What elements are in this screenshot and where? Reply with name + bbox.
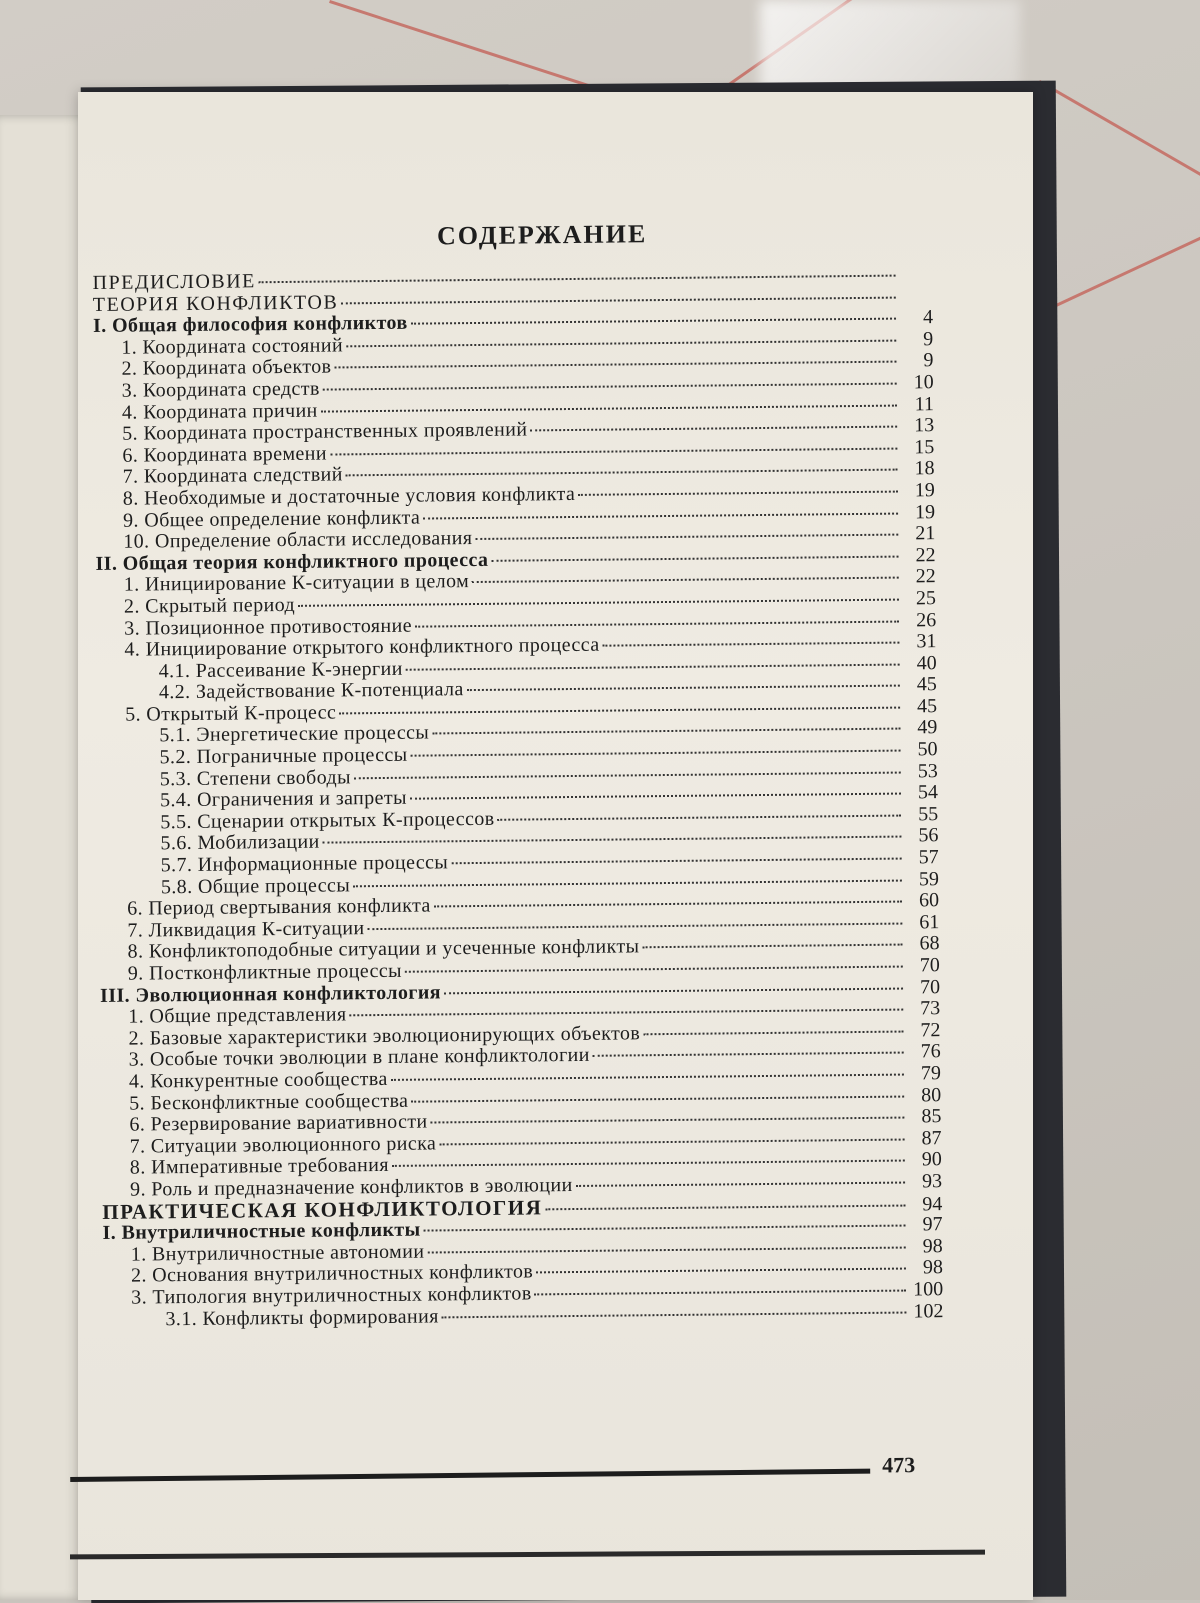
toc-leader-dots [602,632,899,647]
toc-entry-label: 9. Постконфликтные процессы [128,961,402,985]
toc-entry-label: 4.2. Задействование К-потенциала [159,679,464,704]
toc-entry-page: 9 [899,351,933,373]
toc-entry-label: 5. Открытый К-процесс [125,702,336,726]
toc-entry-label: 4. Конкурентные сообщества [129,1069,388,1093]
toc-leader-dots [578,481,898,496]
toc-entry-page: 10 [900,372,934,394]
toc-entry-label: 1. Координата состояний [121,335,343,359]
toc-list [93,264,944,1331]
toc-entry-page: 9 [899,329,933,351]
toc-entry-page: 18 [900,459,934,481]
toc-entry-label: 5.3. Степени свободы [160,767,351,791]
toc-entry-page: 56 [904,826,938,848]
toc-entry-page: 70 [906,977,940,999]
toc-entry-label: 5.2. Пограничные процессы [159,745,407,769]
toc-entry-label: 6. Период свертывания конфликта [127,896,431,921]
toc-leader-dots [259,265,896,284]
toc-entry-label: 3.1. Конфликты формирования [165,1306,439,1330]
toc-entry-page: 26 [902,610,936,632]
toc-leader-dots [576,1171,906,1186]
toc-entry-page: 11 [900,394,934,416]
toc-entry-label: 4.1. Рассеивание К-энергии [159,658,403,682]
toc-entry-page: 80 [907,1085,941,1107]
footer-rule [70,1469,870,1482]
toc-entry-label: 6. Координата времени [122,443,327,467]
toc-entry-page: 25 [902,588,936,610]
toc-entry-label: 1. Внутриличностные автономии [131,1241,425,1266]
toc-entry-page: 40 [903,653,937,675]
toc-entry-page: 22 [902,566,936,588]
table-of-contents [92,216,944,1331]
toc-entry-page: 76 [907,1042,941,1064]
toc-entry-page: 45 [903,696,937,718]
toc-entry-label: 3. Координата средств [122,379,320,403]
toc-entry-page: 79 [907,1063,941,1085]
toc-entry-page: 87 [908,1128,942,1150]
toc-entry-page: 93 [908,1171,942,1193]
toc-entry-label: 4. Координата причин [122,400,318,424]
toc-entry-label: 2. Скрытый период [124,595,295,618]
toc-entry-page: 98 [909,1236,943,1258]
toc-entry-label: 8. Конфликтоподобные ситуации и усеченные конфликты [128,937,640,964]
toc-entry-label: 5. Координата пространственных проявлений [122,420,527,446]
toc-entry-page: 73 [906,998,940,1020]
toc-entry-label: ПРЕДИСЛОВИЕ [93,271,256,294]
toc-entry-page: 68 [905,934,939,956]
toc-entry-label: 5.5. Сценарии открытых К-процессов [160,809,495,834]
toc-entry-page: 4 [899,307,933,329]
page-title: СОДЕРЖАНИЕ [92,216,932,255]
toc-entry-page: 57 [905,847,939,869]
toc-entry-page: 19 [901,480,935,502]
toc-entry-label: 2. Основания внутриличностных конфликтов [131,1262,533,1288]
toc-entry-page: 15 [900,437,934,459]
toc-entry-label: ПРАКТИЧЕСКАЯ КОНФЛИКТОЛОГИЯ [102,1197,542,1223]
toc-entry-label: ТЕОРИЯ КОНФЛИКТОВ [93,292,339,316]
toc-entry-label: 7. Ликвидация К-ситуации [127,918,364,942]
toc-entry-page: 98 [909,1257,943,1279]
toc-entry-label: 3. Особые точки эволюции в плане конфликтологии [129,1045,590,1071]
toc-entry-label: 5.7. Информационные процессы [161,852,449,877]
toc-entry-page: 90 [908,1149,942,1171]
page-number: 473 [882,1452,915,1478]
toc-entry-page: 61 [905,912,939,934]
toc-entry-page: 55 [904,804,938,826]
left-page [0,115,90,1600]
toc-entry-page: 50 [903,739,937,761]
toc-entry-page: 72 [906,1020,940,1042]
toc-entry-label: I. Общая философия конфликтов [93,313,408,338]
toc-entry-page: 85 [907,1106,941,1128]
toc-entry-label: 8. Императивные требования [130,1155,389,1179]
toc-entry-label: 7. Координата следствий [123,465,343,489]
toc-entry-page: 53 [904,761,938,783]
toc-entry-label: 1. Общие представления [128,1005,346,1029]
toc-entry-label: 5.4. Ограничения и запреты [160,788,407,812]
toc-leader-dots [642,934,902,949]
toc-entry-label: I. Внутриличностные конфликты [102,1220,420,1245]
toc-leader-dots [530,416,897,432]
toc-entry-label: 2. Координата объектов [121,357,331,381]
toc-entry-label: II. Общая теория конфликтного процесса [95,550,488,576]
toc-entry-page: 22 [901,545,935,567]
toc-entry-label: 8. Необходимые и достаточные условия конфликта [123,484,576,510]
toc-entry-page: 49 [903,718,937,740]
toc-entry-page: 13 [900,415,934,437]
toc-entry-label: 5.6. Мобилизации [160,832,319,855]
toc-entry-page: 102 [909,1301,943,1323]
toc-entry-label: 5. Бесконфликтные сообщества [129,1090,408,1115]
toc-leader-dots [536,1258,906,1274]
toc-entry-label: 5.8. Общие процессы [161,875,350,899]
toc-entry-label: 1. Инициирование К-ситуации в целом [124,571,470,596]
toc-entry-page: 94 [908,1194,942,1216]
toc-entry-page: 45 [903,674,937,696]
toc-entry-label: 9. Роль и предназначение конфликтов в эволюции [130,1175,573,1201]
toc-entry-label: 9. Общее определение конфликта [123,507,420,532]
toc-entry-page: 21 [901,523,935,545]
toc-entry-page: 97 [908,1214,942,1236]
toc-entry-label: 7. Ситуации эволюционного риска [130,1133,437,1158]
toc-leader-dots [643,1020,903,1035]
toc-leader-dots [593,1042,904,1057]
toc-entry-page: 70 [906,955,940,977]
toc-entry-page: 100 [909,1279,943,1301]
toc-entry-label: 2. Базовые характеристики эволюционирующих объектов [128,1023,640,1050]
toc-leader-dots [535,1279,907,1295]
toc-leader-dots [545,1194,905,1210]
toc-entry-label: 3. Позиционное противостояние [124,615,412,640]
toc-entry-label: 6. Резервирование вариативности [129,1112,427,1137]
toc-entry-label: 3. Типология внутриличностных конфликтов [131,1283,532,1309]
toc-entry-page: 31 [902,631,936,653]
toc-entry-label: III. Эволюционная конфликтология [100,982,441,1007]
toc-entry-label: 4. Инициирование открытого конфликтного процесса [124,635,599,662]
toc-entry-label: 10. Определение области исследования [123,528,472,553]
toc-entry-page: 60 [905,890,939,912]
toc-entry-page: 59 [905,869,939,891]
toc-entry-page: 54 [904,782,938,804]
toc-entry-label: 5.1. Энергетические процессы [159,723,429,747]
toc-entry-page: 19 [901,502,935,524]
